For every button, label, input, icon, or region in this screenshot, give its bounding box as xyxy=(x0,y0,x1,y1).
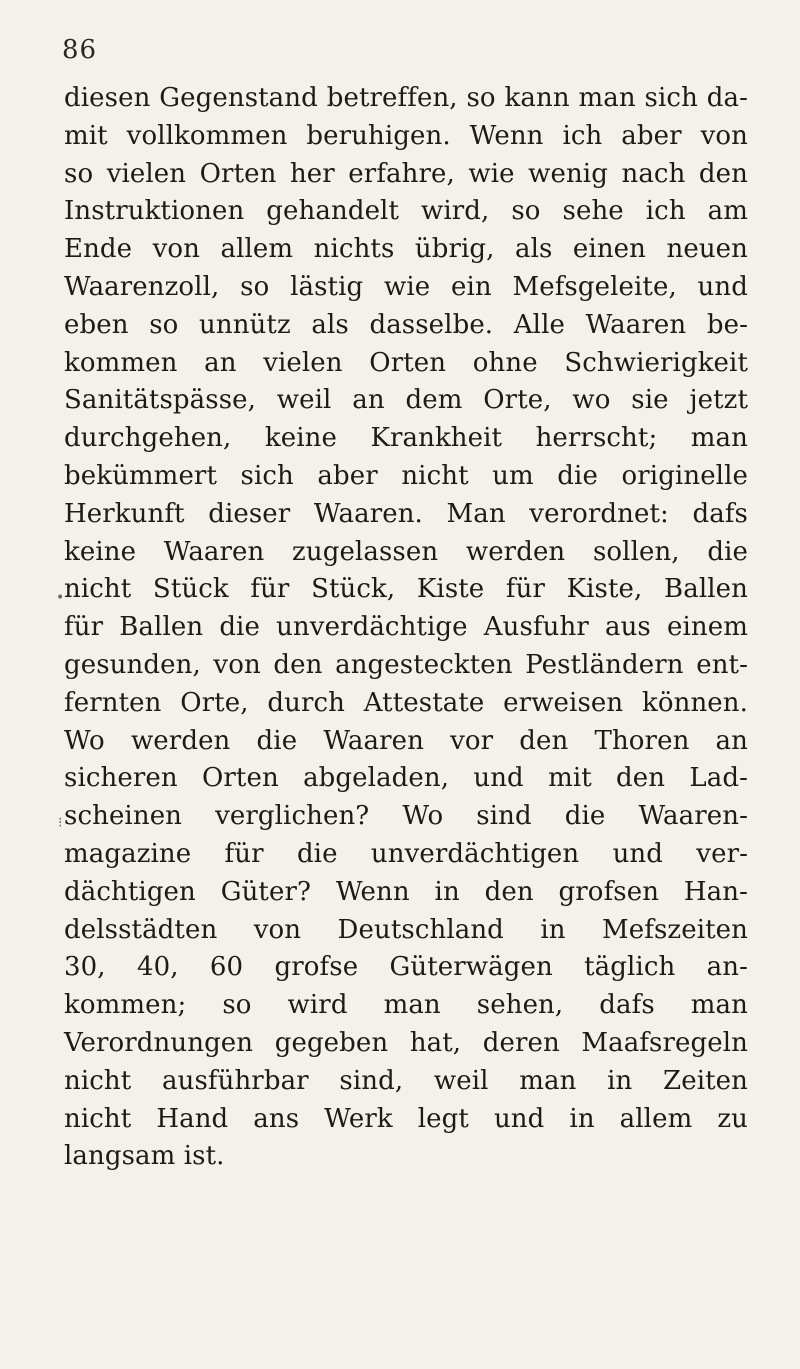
text-line: scheinen verglichen? Wo sind die Waaren- xyxy=(64,801,748,832)
text-line: magazine für die unverdächtigen und ver- xyxy=(64,838,748,869)
margin-mark: • xyxy=(56,590,65,606)
text-line: fernten Orte, durch Attestate erweisen können. xyxy=(64,687,748,718)
page-number: 86 xyxy=(62,35,98,65)
text-line: bekümmert sich aber nicht um die originelle xyxy=(64,460,748,491)
text-line-last: langsam ist. xyxy=(64,1141,225,1172)
text-line: keine Waaren zugelassen werden sollen, die xyxy=(64,536,748,567)
text-line: kommen; so wird man sehen, dafs man xyxy=(64,990,748,1021)
text-line: Ende von allem nichts übrig, als einen neuen xyxy=(64,234,748,265)
text-line: so vielen Orten her erfahre, wie wenig nach den xyxy=(64,158,748,189)
text-line: Sanitätspässe, weil an dem Orte, wo sie jetzt xyxy=(64,385,748,416)
text-line: gesunden, von den angesteckten Pestländern ent- xyxy=(64,649,748,680)
text-line: delsstädten von Deutschland in Mefszeiten xyxy=(64,914,748,945)
text-line: nicht ausführbar sind, weil man in Zeiten xyxy=(64,1065,748,1096)
text-line: diesen Gegenstand betreffen, so kann man sich da- xyxy=(64,83,748,113)
text-line: Herkunft dieser Waaren. Man verordnet: dafs xyxy=(64,498,748,529)
text-line: eben so unnütz als dasselbe. Alle Waaren be- xyxy=(64,309,748,340)
text-line: mit vollkommen beruhigen. Wenn ich aber von xyxy=(64,120,748,151)
text-line: durchgehen, keine Krankheit herrscht; man xyxy=(64,423,748,454)
text-line: nicht Stück für Stück, Kiste für Kiste, Ballen xyxy=(64,574,748,605)
margin-mark: ⁝ xyxy=(58,815,63,831)
text-line: dächtigen Güter? Wenn in den grofsen Han- xyxy=(64,876,748,907)
body-text xyxy=(64,80,748,1176)
text-line: sicheren Orten abgeladen, und mit den Lad- xyxy=(64,763,748,794)
text-line: Wo werden die Waaren vor den Thoren an xyxy=(64,725,748,756)
text-line: nicht Hand ans Werk legt und in allem zu xyxy=(64,1103,748,1134)
text-line: für Ballen die unverdächtige Ausfuhr aus einem xyxy=(64,612,748,643)
text-line: kommen an vielen Orten ohne Schwierigkeit xyxy=(64,347,748,378)
text-line: Instruktionen gehandelt wird, so sehe ich am xyxy=(64,196,748,227)
text-line: Waarenzoll, so lästig wie ein Mefsgeleite, und xyxy=(64,271,748,302)
text-line: Verordnungen gegeben hat, deren Maafsregeln xyxy=(64,1027,748,1058)
text-line: 30, 40, 60 grofse Güterwägen täglich an- xyxy=(64,952,748,983)
